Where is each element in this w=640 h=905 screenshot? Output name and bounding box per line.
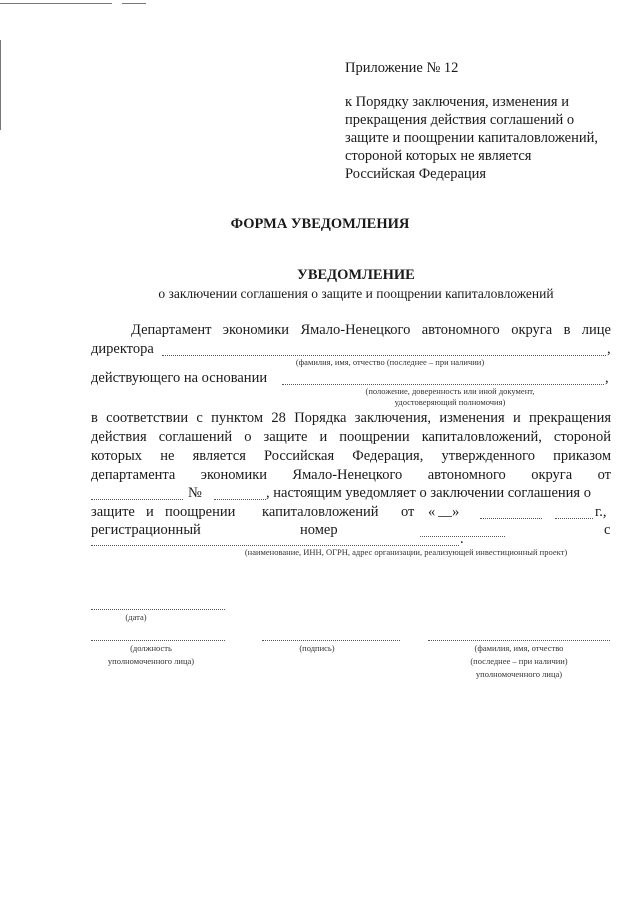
para-line-1: в соответствии с пунктом 28 Порядка заключения, изменения и прекращения [91,410,611,426]
reg-word-3: с [604,522,611,538]
quote-open: « [428,504,436,520]
notice-title: УВЕДОМЛЕНИЕ [297,267,415,283]
position-label-2: уполномоченного лица) [107,656,195,666]
position-blank[interactable] [91,640,225,641]
position-label-1: (должность [130,643,172,653]
protect-word-3: поощрении [165,504,236,520]
appendix-ref-line-2: прекращения действия соглашений о [345,112,575,128]
protect-word-4: капиталовложений [262,504,379,520]
scan-top-border-short [122,3,146,4]
month-blank[interactable] [480,518,542,519]
form-title: ФОРМА УВЕДОМЛЕНИЯ [230,216,410,232]
protect-word-2: и [146,504,154,520]
signature-label: (подпись) [299,643,335,653]
basis-hint-1: (положение, доверенность или иной документ, [365,386,535,396]
name-label-3: уполномоченного лица) [475,669,563,679]
basis-blank[interactable] [282,384,604,385]
body-line-1: Департамент экономики Ямало-Ненецкого автономного округа в лице [131,322,611,338]
basis-hint-2: удостоверяющий полномочия) [394,397,506,407]
order-number-sign: № [188,485,202,501]
para-line-2: действия соглашений о защите и поощрении капиталовложений, стороной [91,429,611,445]
order-number-blank[interactable] [214,499,266,500]
director-blank[interactable] [162,355,606,356]
scan-left-edge [0,40,1,130]
name-blank[interactable] [428,640,610,641]
organization-hint: (наименование, ИНН, ОГРН, адрес организации, реализующей инвестиционный проект) [244,547,568,557]
protect-word-year: г., [595,504,607,520]
para-line-4: департамента экономики Ямало-Ненецкого автономного округа от [91,467,611,483]
year-blank[interactable] [555,518,593,519]
scan-top-border [0,3,112,4]
date-blank[interactable] [91,609,225,610]
director-label: директора [91,341,154,357]
order-date-blank[interactable] [91,499,183,500]
notify-text: , настоящим уведомляет о заключении соглашения о [266,485,591,501]
appendix-ref-line-5: Российская Федерация [345,166,487,182]
director-hint: (фамилия, имя, отчество (последнее – при наличии) [295,357,485,367]
director-comma: , [607,341,611,357]
day-blank[interactable] [438,516,452,517]
protect-word-1: защите [91,504,135,520]
reg-word-2: номер [300,522,338,538]
appendix-ref-line-3: защите и поощрении капиталовложений, [345,130,598,146]
basis-label: действующего на основании [91,370,268,386]
appendix-ref-line-4: стороной которых не является [345,148,532,164]
name-label-2: (последнее – при наличии) [470,656,568,666]
date-label: (дата) [125,612,147,622]
signature-blank[interactable] [262,640,400,641]
notice-subtitle: о заключении соглашения о защите и поощрении капиталовложений [158,286,554,301]
organization-end: . [460,531,464,547]
appendix-number: Приложение № 12 [345,60,459,76]
reg-word-1: регистрационный [91,522,201,538]
para-line-3: которых не является Российская Федерация, утвержденного приказом [91,448,611,464]
protect-word-5: от [401,504,415,520]
organization-blank[interactable] [91,545,459,546]
appendix-ref-line-1: к Порядку заключения, изменения и [345,94,569,110]
quote-close: » [452,504,460,520]
basis-comma: , [605,370,609,386]
name-label-1: (фамилия, имя, отчество [474,643,564,653]
